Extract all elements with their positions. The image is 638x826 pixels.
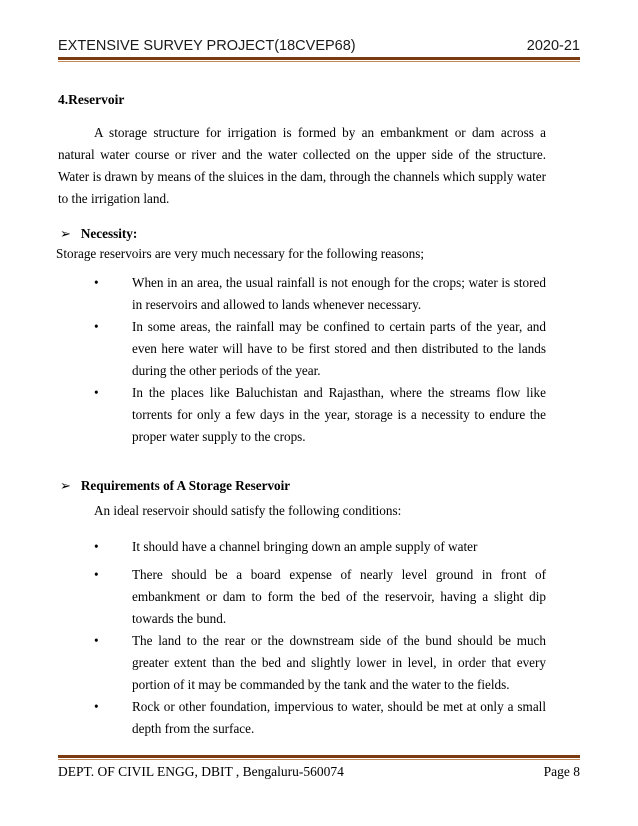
bullet-icon: • — [94, 385, 99, 400]
bullet-icon: • — [94, 275, 99, 290]
list-item — [94, 696, 546, 740]
footer-dept: DEPT. OF CIVIL ENGG, DBIT , Bengaluru-560074 — [58, 764, 344, 779]
header-year: 2020-21 — [526, 38, 580, 54]
list-item — [94, 316, 546, 382]
necessity-heading — [58, 226, 546, 242]
arrow-bullet-icon: ➢ — [60, 478, 71, 493]
bullet-icon: • — [94, 699, 99, 714]
list-item — [94, 382, 546, 448]
requirements-list — [94, 536, 546, 740]
list-item — [94, 630, 546, 696]
section-title: 4.Reservoir — [58, 92, 125, 107]
requirements-heading-text: Requirements of A Storage Reservoir — [80, 478, 291, 493]
bullet-icon: • — [94, 567, 99, 582]
list-item — [94, 564, 546, 630]
necessity-heading-text: Necessity: — [80, 226, 138, 241]
list-item-text: In some areas, the rainfall may be confined to certain parts of the year, and even here water will have to be first stored and then distributed to the lands during the other periods of the year. — [132, 319, 546, 378]
list-item-text: There should be a board expense of nearly level ground in front of embankment or dam to form the bed of the reservoir, having a slight dip towards the bund. — [132, 567, 546, 626]
list-item-text: When in an area, the usual rainfall is not enough for the crops; water is stored in reservoirs and allowed to lands whenever necessary. — [132, 275, 546, 312]
arrow-bullet-icon: ➢ — [60, 226, 71, 241]
list-item — [94, 536, 546, 558]
list-item-text: The land to the rear or the downstream side of the bund should be much greater extent than the bed and slightly lower in level, in order that every portion of it may be commanded by the tank and the water to the fields. — [132, 633, 546, 692]
necessity-lead: Storage reservoirs are very much necessary for the following reasons; — [56, 246, 425, 261]
header-rule — [58, 57, 580, 62]
page-content — [58, 92, 546, 740]
page-header — [58, 38, 580, 54]
page-footer — [58, 764, 580, 780]
list-item — [94, 272, 546, 316]
list-item-text: In the places like Baluchistan and Rajasthan, where the streams flow like torrents for only a few days in the year, storage is a necessity to endure the proper water supply to the crops. — [132, 385, 546, 444]
bullet-icon: • — [94, 319, 99, 334]
requirements-lead: An ideal reservoir should satisfy the following conditions: — [94, 503, 402, 518]
necessity-list — [94, 272, 546, 448]
bullet-icon: • — [94, 633, 99, 648]
list-item-text: Rock or other foundation, impervious to water, should be met at only a small depth from the surface. — [132, 699, 546, 736]
list-item-text: It should have a channel bringing down an ample supply of water — [132, 539, 478, 554]
footer-rule — [58, 755, 580, 760]
bullet-icon: • — [94, 539, 99, 554]
intro-paragraph: A storage structure for irrigation is formed by an embankment or dam across a natural water course or river and the water collected on the upper side of the structure. Water is drawn by means of the sluices in the dam, through the channels which supply water to the irrigation land. — [58, 125, 546, 206]
requirements-heading — [58, 478, 546, 494]
page-number: Page 8 — [543, 764, 580, 779]
header-title: EXTENSIVE SURVEY PROJECT(18CVEP68) — [58, 38, 356, 54]
